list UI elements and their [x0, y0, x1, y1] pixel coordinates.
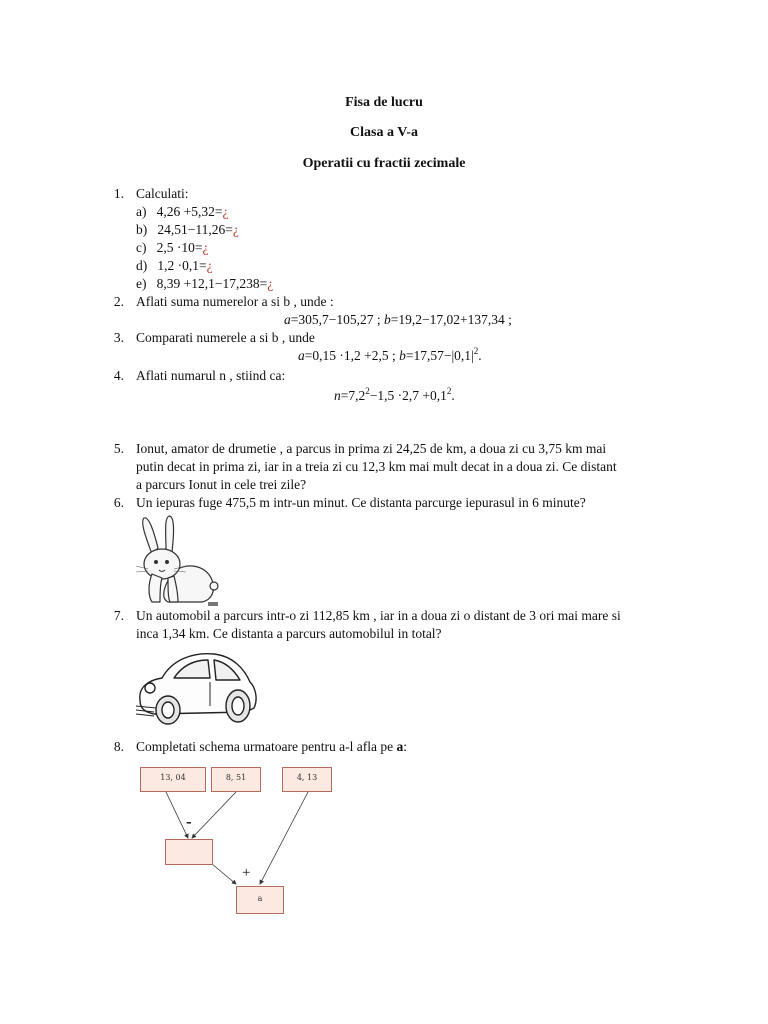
b-expression: =17,57− [405, 348, 452, 363]
text-before: Completati schema urmatoare pentru a-l afla pe [136, 739, 397, 754]
exercise-3-text: Comparati numerele a si b , unde [136, 330, 315, 345]
exercise-8-number: 8. [113, 739, 124, 754]
item-expression: 1,2 ·0,1= [157, 258, 207, 273]
item-label: b) [136, 222, 148, 237]
exercise-2-formula [284, 312, 512, 328]
topic-title: Operatii cu fractii zecimale [302, 156, 466, 171]
exercise-7-number: 7. [113, 608, 124, 623]
var-a: a [298, 348, 305, 363]
period: . [451, 388, 455, 403]
item-expression: 4,26 +5,32= [156, 204, 223, 219]
text-bold: a [396, 739, 404, 754]
schema-box-2 [211, 767, 261, 792]
exercise-1-item-a [136, 204, 228, 220]
exponent: 2 [473, 346, 479, 356]
exercise-4-number: 4. [113, 368, 124, 383]
exercise-1-item-d [136, 258, 213, 274]
a-expression: =0,15 ·1,2 +2,5 ; [304, 348, 396, 363]
exponent: 2 [446, 386, 452, 396]
var-a: a [284, 312, 291, 327]
exercise-6-text: Un iepuras fuge 475,5 m intr-un minut. Ce distanta parcurge iepurasul in 6 minute? [136, 495, 586, 510]
answer-mark: ¿ [202, 240, 209, 255]
exercise-4-formula [334, 388, 455, 404]
item-label: c) [136, 240, 147, 255]
item-label: d) [136, 258, 148, 273]
worksheet-title: Fisa de lucru [345, 95, 423, 110]
exercise-3-formula [298, 348, 482, 364]
answer-mark: ¿ [267, 276, 274, 291]
period: . [478, 348, 482, 363]
schema-box-result [236, 886, 284, 914]
exercise-4-text: Aflati numarul n , stiind ca: [136, 368, 286, 383]
item-expression: 2,5 ·10= [156, 240, 203, 255]
plus-operator: + [242, 865, 251, 881]
item-label: e) [136, 276, 147, 291]
schema-box-1 [140, 767, 206, 792]
exercise-5-line-3: a parcurs Ionut in cele trei zile? [136, 477, 307, 492]
exercise-3-number: 3. [113, 330, 124, 345]
answer-mark: ¿ [222, 204, 229, 219]
exercise-6-number: 6. [113, 495, 124, 510]
exercise-1-item-b [136, 222, 239, 238]
exercise-5-line-1: Ionut, amator de drumetie , a parcus in prima zi 24,25 de km, a doua zi cu 3,75 km mai [136, 441, 607, 456]
a-expression: =305,7−105,27 ; [290, 312, 381, 327]
b-expression: =19,2−17,02+137,34 ; [390, 312, 512, 327]
exercise-2-number: 2. [113, 294, 124, 309]
expr-part-2: −1,5 ·2,7 +0,1 [369, 388, 447, 403]
class-title: Clasa a V-a [350, 125, 418, 140]
box-value: 4, 13 [296, 773, 318, 782]
item-label: a) [136, 204, 147, 219]
box-value: 13, 04 [160, 773, 186, 782]
schema-box-blank[interactable] [165, 839, 213, 865]
box-value: 8, 51 [225, 773, 247, 782]
rabbit-icon [134, 514, 220, 608]
var-n: n [334, 388, 341, 403]
exercise-1-number: 1. [113, 186, 124, 201]
car-icon [134, 648, 260, 728]
exercise-5-line-2: putin decat in prima zi, iar in a treia zi cu 12,3 km mai mult decat in a doua zi. Ce distant [136, 459, 617, 474]
exercise-5-number: 5. [113, 441, 124, 456]
exercise-7-line-2: inca 1,34 km. Ce distanta a parcurs automobilul in total? [136, 626, 442, 641]
exercise-1-item-e [136, 276, 273, 292]
exercise-1-text: Calculati: [136, 186, 189, 201]
item-expression: 24,51−11,26= [157, 222, 233, 237]
exercise-7-line-1: Un automobil a parcurs intr-o zi 112,85 km , iar in a doua zi o distant de 3 ori mai mare si [136, 608, 621, 623]
exponent: 2 [365, 386, 370, 396]
text-after: : [403, 739, 408, 754]
schema-box-3 [282, 767, 332, 792]
item-expression: 8,39 +12,1−17,238= [156, 276, 268, 291]
box-value: a [257, 894, 263, 903]
minus-operator: - [186, 812, 192, 831]
expr-part-1: =7,2 [340, 388, 366, 403]
answer-mark: ¿ [206, 258, 213, 273]
abs-value: |0,1| [451, 348, 474, 363]
exercise-1-item-c [136, 240, 208, 256]
exercise-8-text [136, 739, 407, 755]
answer-mark: ¿ [232, 222, 239, 237]
var-b: b [383, 312, 391, 327]
var-b: b [399, 348, 406, 363]
exercise-2-text: Aflati suma numerelor a si b , unde : [136, 294, 334, 309]
